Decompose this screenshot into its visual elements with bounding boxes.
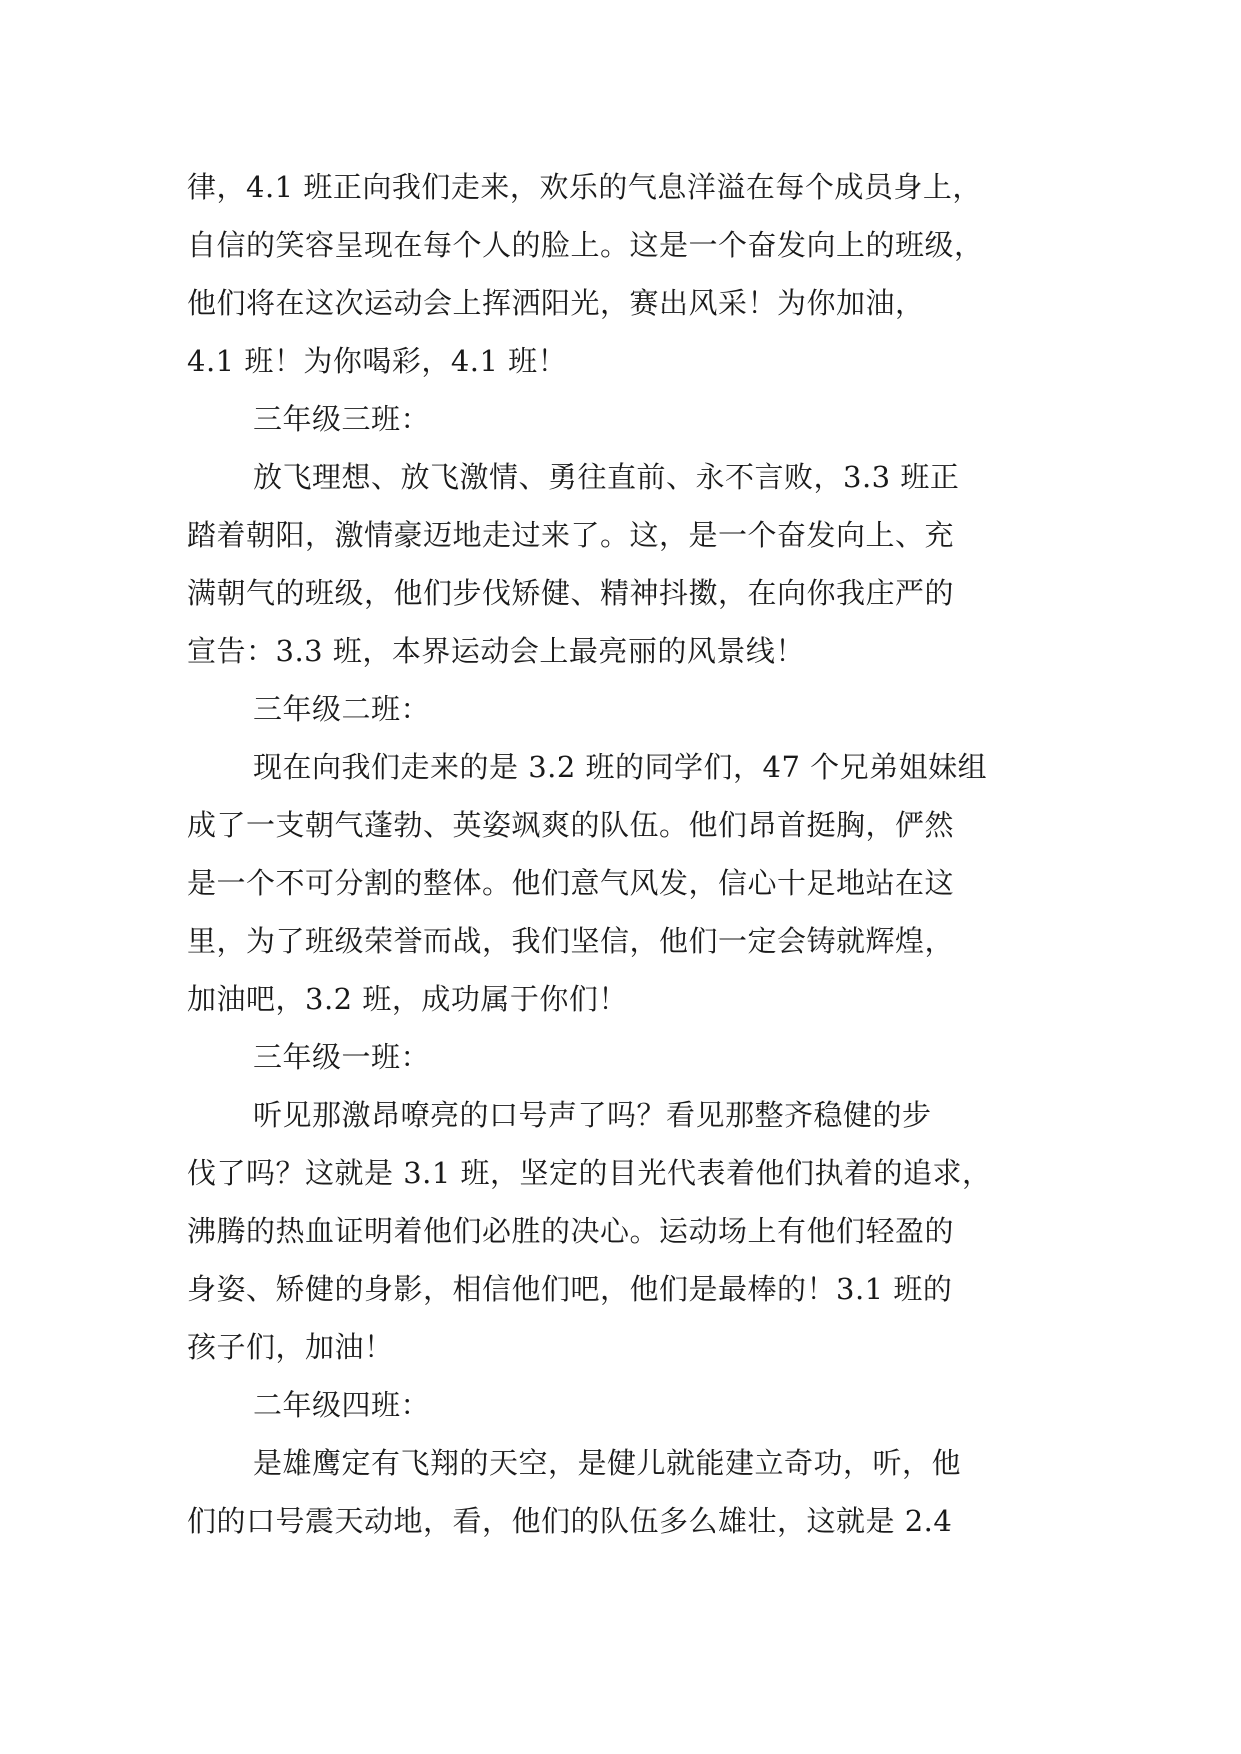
text-line-13: 是一个不可分割的整体。他们意气风发，信心十足地站在这 [187, 866, 955, 900]
text-line-11: 现在向我们走来的是 3.2 班的同学们，47 个兄弟姐妹组 [253, 750, 988, 784]
section-heading-class-3-3: 三年级三班： [253, 402, 431, 436]
text-line-09: 宣告：3.3 班，本界运动会上最亮丽的风景线！ [187, 634, 805, 668]
text-line-21: 孩子们，加油！ [187, 1330, 394, 1364]
document-body [187, 158, 1087, 1550]
text-line-18: 伐了吗？这就是 3.1 班，坚定的目光代表着他们执着的追求， [187, 1156, 992, 1190]
text-line-03: 他们将在这次运动会上挥洒阳光，赛出风采！为你加油， [187, 286, 925, 320]
section-heading-class-3-2: 三年级二班： [253, 692, 431, 726]
text-line-23: 是雄鹰定有飞翔的天空，是健儿就能建立奇功，听，他 [253, 1446, 962, 1480]
text-line-06: 放飞理想、放飞激情、勇往直前、永不言败，3.3 班正 [253, 460, 960, 494]
text-line-15: 加油吧，3.2 班，成功属于你们！ [187, 982, 628, 1016]
section-heading-class-2-4: 二年级四班： [253, 1388, 431, 1422]
text-line-19: 沸腾的热血证明着他们必胜的决心。运动场上有他们轻盈的 [187, 1214, 955, 1248]
text-line-17: 听见那激昂嘹亮的口号声了吗？看见那整齐稳健的步 [253, 1098, 932, 1132]
text-line-08: 满朝气的班级，他们步伐矫健、精神抖擞，在向你我庄严的 [187, 576, 955, 610]
text-line-14: 里，为了班级荣誉而战，我们坚信，他们一定会铸就辉煌， [187, 924, 955, 958]
text-line-07: 踏着朝阳，激情豪迈地走过来了。这，是一个奋发向上、充 [187, 518, 955, 552]
text-line-04: 4.1 班！为你喝彩，4.1 班！ [187, 344, 568, 378]
text-line-02: 自信的笑容呈现在每个人的脸上。这是一个奋发向上的班级， [187, 228, 984, 262]
text-line-01: 律，4.1 班正向我们走来，欢乐的气息洋溢在每个成员身上， [187, 170, 982, 204]
text-line-20: 身姿、矫健的身影，相信他们吧，他们是最棒的！3.1 班的 [187, 1272, 953, 1306]
text-line-24: 们的口号震天动地，看，他们的队伍多么雄壮，这就是 2.4 [187, 1504, 953, 1538]
section-heading-class-3-1: 三年级一班： [253, 1040, 431, 1074]
text-line-12: 成了一支朝气蓬勃、英姿飒爽的队伍。他们昂首挺胸，俨然 [187, 808, 955, 842]
